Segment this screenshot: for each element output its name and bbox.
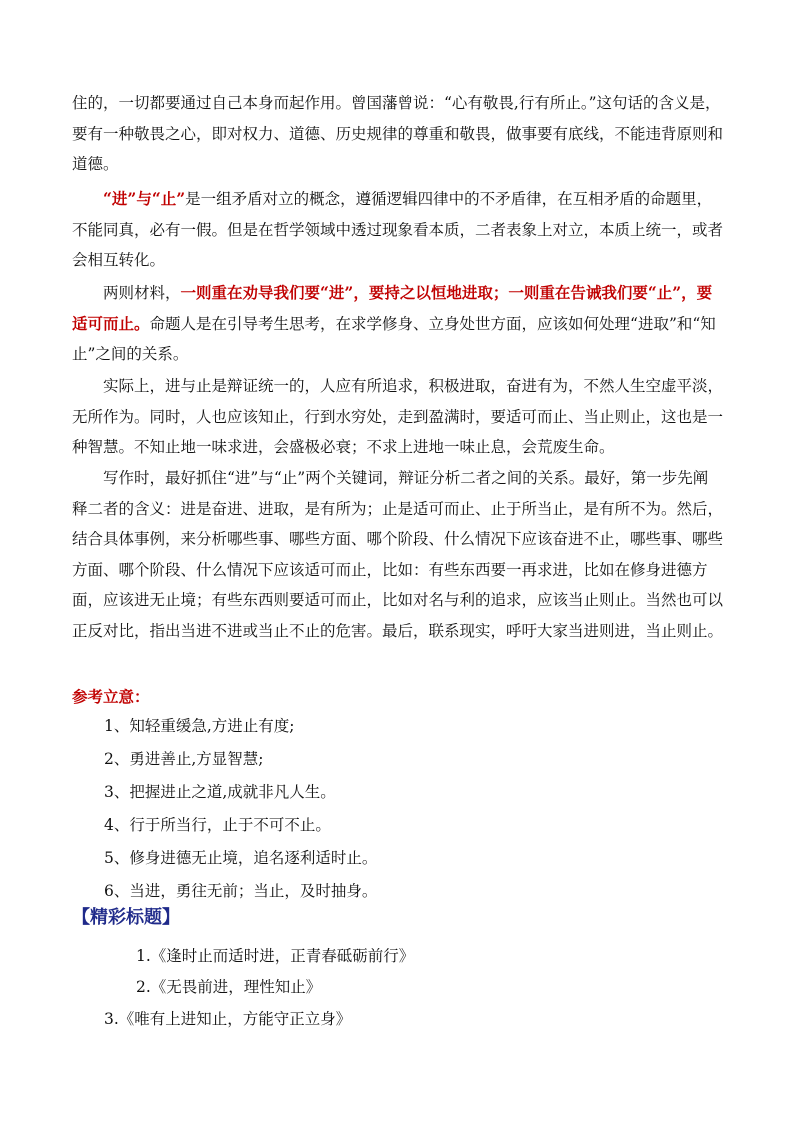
featured-titles-heading: 【精彩标题】: [72, 907, 180, 928]
title-item: 3.《唯有上进知止，方能守正立身》: [104, 1010, 352, 1028]
list-item: 1、知轻重缓急,方进止有度;: [104, 717, 295, 735]
reference-heading: 参考立意：: [72, 687, 150, 706]
list-item: 6、当进，勇往无前；当止，及时抽身。: [104, 882, 378, 900]
highlighted-term: “进”与“止”: [103, 189, 186, 208]
list-item: 5、修身进德无止境，追名逐利适时止。: [104, 849, 378, 867]
paragraph-writing-advice: [72, 463, 723, 646]
paragraph-text: 是一组矛盾对立的概念，遵循逻辑四律中的不矛盾律，在互相矛盾的命题里，不能同真，必有一假。但是在哲学领域中透过现象看本质，二者表象上对立，本质上统一，或者会相互转化。: [72, 190, 724, 269]
list-item: 3、把握进止之道,成就非凡人生。: [104, 783, 336, 801]
title-item: 2.《无畏前进，理性知止》: [136, 978, 322, 996]
paragraph-text: 住的，一切都要通过自己本身而起作用。曾国藩曾说：“心有敬畏,行有所止。”这句话的含义是，要有一种敬畏之心，即对权力、道德、历史规律的尊重和敬畏，做事要有底线，不能违背原则和道德。: [72, 94, 724, 173]
reference-list: [104, 710, 377, 908]
paragraph-text: 写作时，最好抓住“进”与“止”两个关键词，辩证分析二者之间的关系。最好，第一步先阐释二者的含义：进是奋进、进取，是有所为；止是适可而止、止于所当止，是有所不为。然后，结合具体事例，来分析哪些事、哪些方面、哪个阶段、什么情况下应该奋进不止，哪些事、哪些方面、哪个阶段、什么情况下应该适可而止，比如：有些东西要一再求进，比如在修身进德方面，应该进无止境；有些东西则要适可而止，比如对名与利的追求，应该当止则止。当然也可以正反对比，指出当进不进或当止不止的危害。最后，联系现实，呼吁大家当进则进，当止则止。: [72, 469, 724, 640]
highlighted-summary: 一则重在劝导我们要“进”，要持之以恒地进取；一则重在告诫我们要“止”，要适可而止。: [72, 283, 713, 333]
list-item: 4、行于所当行，止于不可不止。: [104, 816, 331, 834]
paragraph-dialectical-unity: [72, 371, 723, 463]
paragraph-text: 实际上，进与止是辩证统一的，人应有所追求，积极进取，奋进有为，不然人生空虚平淡，无所作为。同时，人也应该知止，行到水穷处，走到盈满时，要适可而止、当止则止，这也是一种智慧。不知止地一味求进，会盛极必衰；不求上进地一味止息，会荒废生命。: [72, 377, 724, 456]
title-item: 1.《逢时止而适时进，正青春砥砺前行》: [136, 947, 415, 965]
paragraph-jin-zhi-concept: [72, 184, 723, 276]
paragraph-intro-continuation: [72, 88, 723, 180]
paragraph-text: 命题人是在引导考生思考，在求学修身、立身处世方面，应该如何处理“进取”和“知止”之间的关系。: [72, 314, 716, 363]
list-item: 2、勇进善止,方显智慧;: [104, 750, 264, 768]
paragraph-materials-analysis: [72, 278, 723, 370]
paragraph-lead: 两则材料，: [103, 284, 181, 302]
